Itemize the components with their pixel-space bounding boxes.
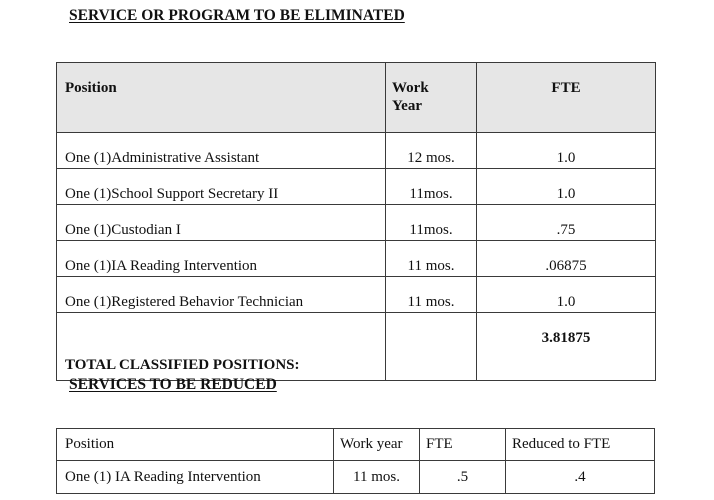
table-header-row (57, 63, 656, 133)
work-year-cell: 12 mos. (386, 133, 477, 169)
total-row (57, 313, 656, 381)
column-header-work-year (386, 63, 477, 133)
reduced-section-heading: SERVICES TO BE REDUCED (69, 376, 277, 393)
total-work-year-cell (386, 313, 477, 381)
table-row (57, 205, 656, 241)
work-year-cell: 11mos. (386, 169, 477, 205)
fte-cell: .75 (477, 205, 656, 241)
table-header-row (57, 429, 655, 461)
table-row (57, 133, 656, 169)
position-cell: One (1) IA Reading Intervention (57, 461, 334, 494)
reduced-fte-cell: .4 (506, 461, 655, 494)
fte-cell: .06875 (477, 241, 656, 277)
position-cell: One (1)Administrative Assistant (57, 133, 386, 169)
reduced-services-table (56, 428, 655, 494)
table-row (57, 241, 656, 277)
fte-cell: 1.0 (477, 133, 656, 169)
position-cell: One (1)School Support Secretary II (57, 169, 386, 205)
work-year-cell: 11 mos. (334, 461, 420, 494)
column-header-position: Position (57, 63, 386, 133)
position-cell: One (1)IA Reading Intervention (57, 241, 386, 277)
table-row (57, 169, 656, 205)
column-header-work-year: Work year (334, 429, 420, 461)
work-year-header-line2: Year (392, 98, 422, 114)
column-header-fte: FTE (420, 429, 506, 461)
work-year-header-line1: Work (392, 80, 429, 96)
total-fte-value: 3.81875 (477, 313, 656, 381)
column-header-position: Position (57, 429, 334, 461)
work-year-cell: 11mos. (386, 205, 477, 241)
column-header-reduced-to-fte: Reduced to FTE (506, 429, 655, 461)
table-row (57, 277, 656, 313)
position-cell: One (1)Custodian I (57, 205, 386, 241)
fte-cell: 1.0 (477, 169, 656, 205)
fte-cell: .5 (420, 461, 506, 494)
total-label: TOTAL CLASSIFIED POSITIONS: (57, 313, 386, 381)
column-header-fte: FTE (477, 63, 656, 133)
table-row (57, 461, 655, 494)
position-cell: One (1)Registered Behavior Technician (57, 277, 386, 313)
fte-cell: 1.0 (477, 277, 656, 313)
eliminated-section-heading: SERVICE OR PROGRAM TO BE ELIMINATED (69, 7, 405, 24)
work-year-cell: 11 mos. (386, 241, 477, 277)
work-year-cell: 11 mos. (386, 277, 477, 313)
eliminated-positions-table (56, 62, 656, 381)
